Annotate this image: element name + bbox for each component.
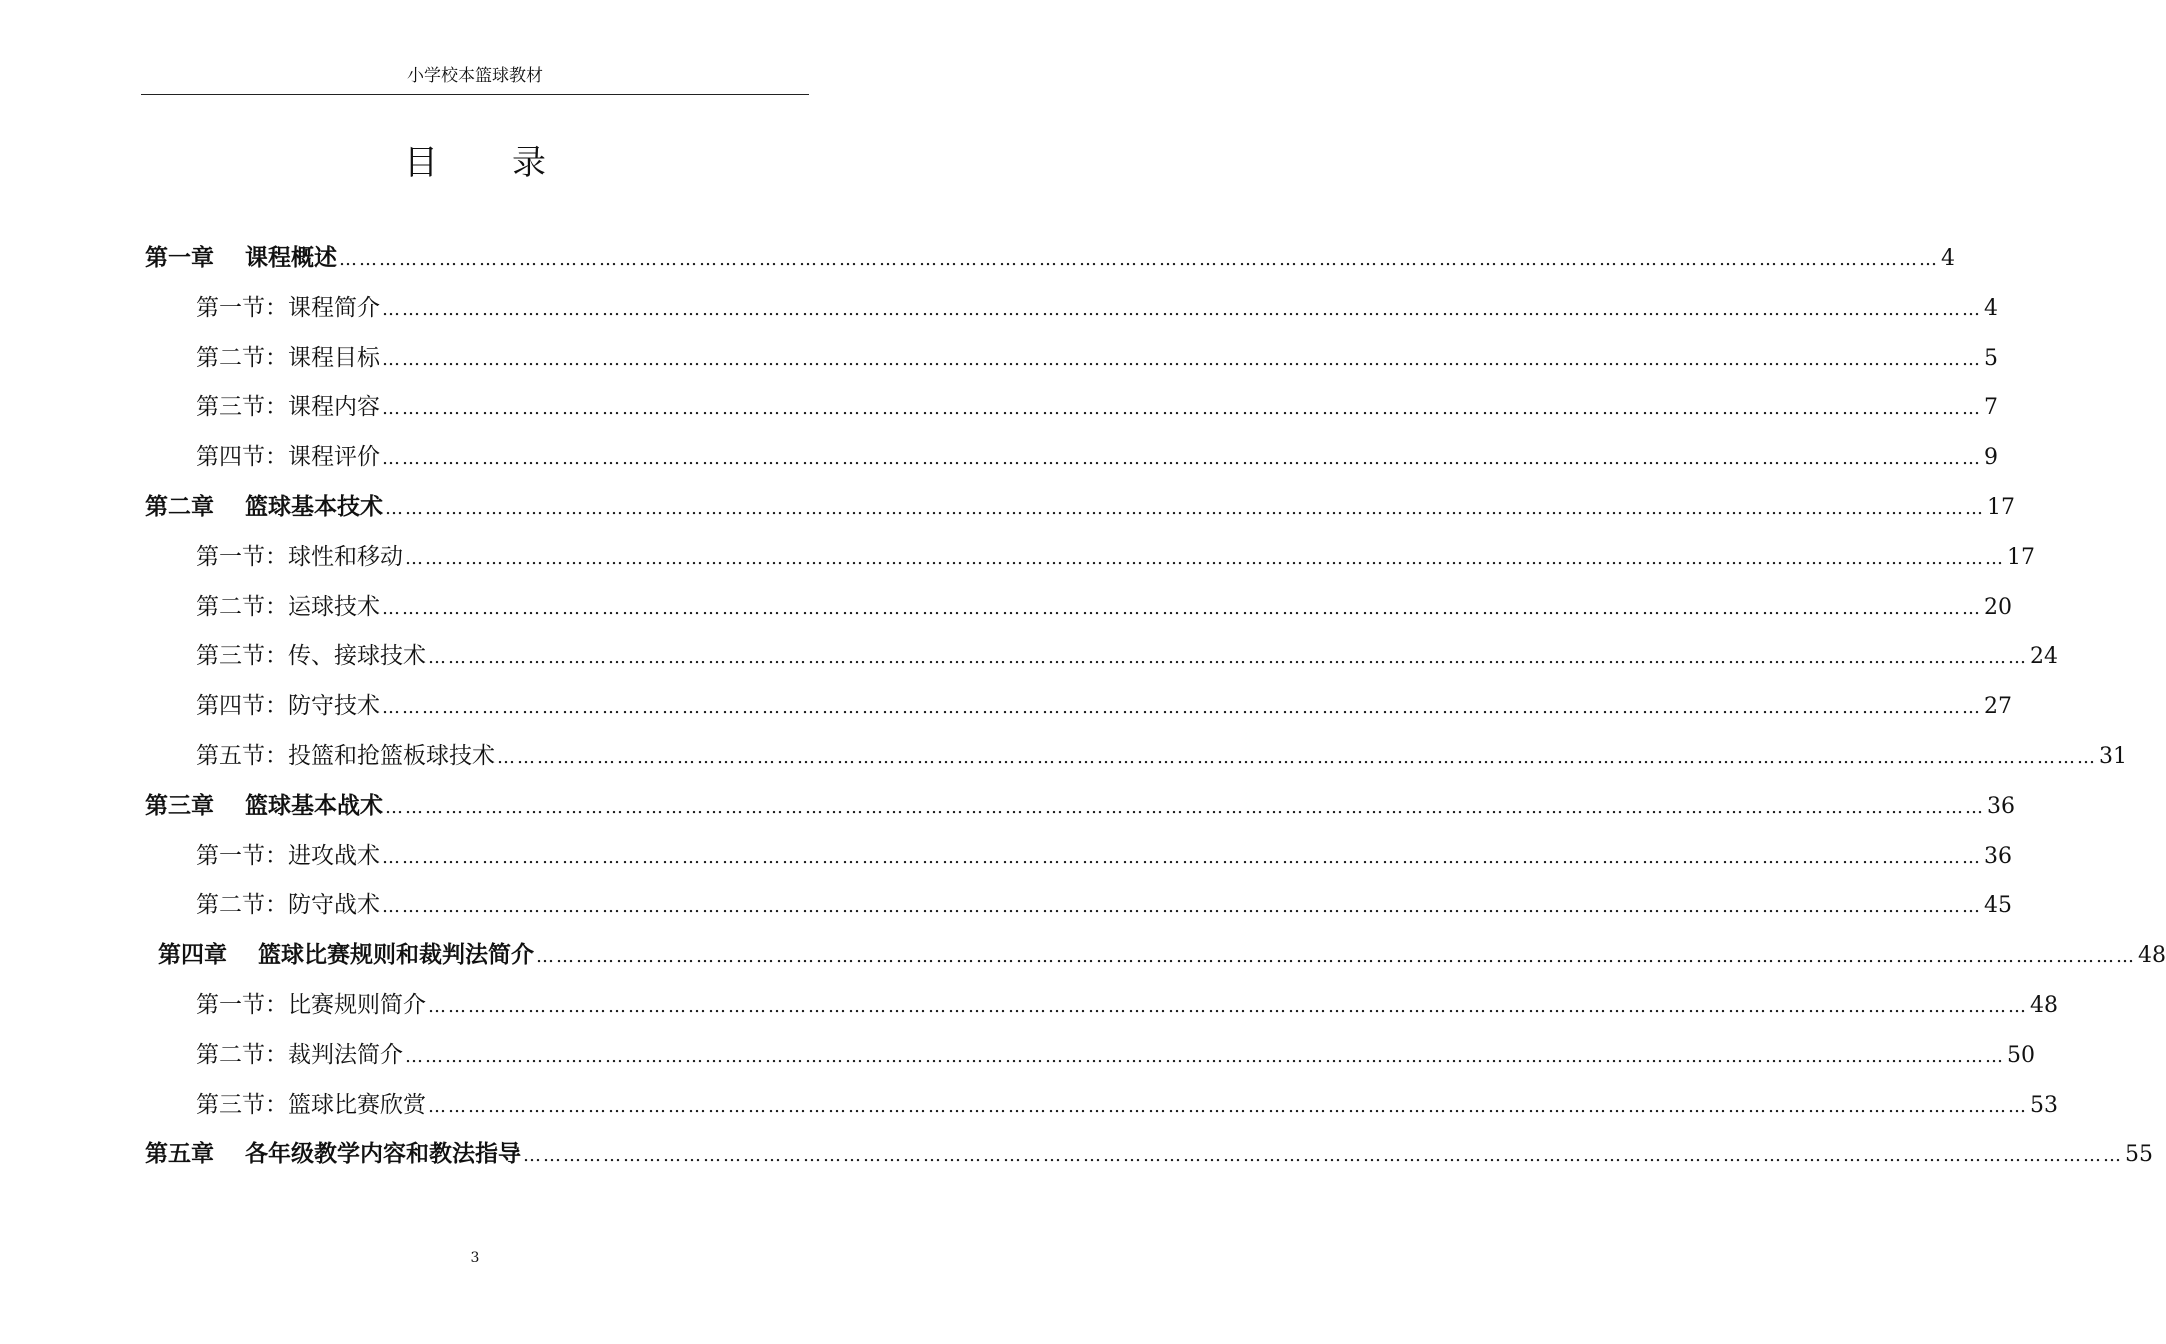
dot-leader: …………………………………………………………………………………………………………………………………………………………………………………………………………………… <box>382 348 1982 370</box>
toc-entry-page: 36 <box>1984 843 2012 869</box>
toc-entry-page: 5 <box>1984 345 1998 371</box>
toc-entry-label: 第二节：运球技术 <box>196 593 380 620</box>
toc-entry-page: 53 <box>2030 1092 2058 1118</box>
running-header-text: 小学校本篮球教材 <box>407 66 543 86</box>
toc-entry-page: 31 <box>2099 744 2127 769</box>
toc-entry-label: 第五节：投篮和抢篮板球技术 <box>196 743 495 769</box>
dot-leader: …………………………………………………………………………………………………………………………………………………………………………………………………………………… <box>405 1045 2005 1067</box>
toc-entry-label: 第五章 各年级教学内容和教法指导 <box>145 1141 522 1168</box>
dot-leader: …………………………………………………………………………………………………………………………………………………………………………………………………………………… <box>385 796 1986 818</box>
toc-entry-label: 第一节：课程简介 <box>196 294 380 321</box>
toc-section-entry[interactable] <box>196 636 2058 676</box>
toc-chapter-entry[interactable] <box>145 1134 2154 1174</box>
toc-section-entry[interactable] <box>196 288 1998 328</box>
toc-entry-label: 第二节：裁判法简介 <box>196 1041 403 1068</box>
toc-entry-label: 第四章 篮球比赛规则和裁判法简介 <box>158 942 535 969</box>
toc-entry-page: 20 <box>1984 594 2012 620</box>
toc-section-entry[interactable] <box>196 1035 2035 1075</box>
toc-entry-label: 第三节：传、接球技术 <box>196 643 426 670</box>
toc-entry-page: 4 <box>1941 246 1956 271</box>
toc-entry-label: 第二节：课程目标 <box>196 344 380 371</box>
toc-entry-label: 第三节：篮球比赛欣赏 <box>196 1091 426 1118</box>
dot-leader: …………………………………………………………………………………………………………………………………………………………………………………………………………………… <box>382 896 1982 918</box>
dot-leader: …………………………………………………………………………………………………………………………………………………………………………………………………………………… <box>382 298 1982 320</box>
toc-entry-page: 27 <box>1984 694 2012 720</box>
toc-chapter-entry[interactable] <box>145 786 2016 826</box>
dot-leader: …………………………………………………………………………………………………………………………………………………………………………………………………………………… <box>428 1095 2028 1117</box>
toc-entry-page: 48 <box>2030 993 2058 1018</box>
toc-section-entry[interactable] <box>196 686 2012 726</box>
toc-chapter-entry[interactable] <box>145 487 2016 527</box>
toc-entry-page: 7 <box>1984 395 1998 421</box>
toc-entry-page: 4 <box>1984 295 1998 321</box>
toc-entry-label: 第三章 篮球基本战术 <box>145 792 384 819</box>
toc-section-entry[interactable] <box>196 836 2012 876</box>
toc-entry-label: 第一节：比赛规则简介 <box>196 992 426 1018</box>
toc-entry-label: 第二节：防守战术 <box>196 892 380 919</box>
page-title <box>0 138 950 188</box>
dot-leader: …………………………………………………………………………………………………………………………………………………………………………………………………………………… <box>382 846 1982 868</box>
toc-section-entry[interactable] <box>196 1085 2058 1125</box>
toc-section-entry[interactable] <box>196 537 2035 577</box>
toc-section-entry[interactable] <box>196 985 2058 1025</box>
page-number: 3 <box>470 1250 480 1266</box>
title-char-1: 目 <box>404 143 438 183</box>
toc-entry-page: 50 <box>2007 1042 2035 1068</box>
toc-entry-label: 第一节：进攻战术 <box>196 842 380 869</box>
dot-leader: …………………………………………………………………………………………………………………………………………………………………………………………………………………… <box>385 498 1986 519</box>
toc-entry-page: 45 <box>1984 893 2012 919</box>
toc-entry-label: 第三节：课程内容 <box>196 394 380 421</box>
dot-leader: …………………………………………………………………………………………………………………………………………………………………………………………………………………… <box>339 249 1940 270</box>
toc-section-entry[interactable] <box>196 338 1998 378</box>
dot-leader: …………………………………………………………………………………………………………………………………………………………………………………………………………………… <box>497 747 2097 768</box>
dot-leader: …………………………………………………………………………………………………………………………………………………………………………………………………………………… <box>405 547 2005 569</box>
dot-leader: …………………………………………………………………………………………………………………………………………………………………………………………………………………… <box>536 946 2137 968</box>
toc-entry-page: 17 <box>2007 544 2035 570</box>
toc-section-entry[interactable] <box>196 387 1998 427</box>
toc-entry-page: 48 <box>2138 943 2166 969</box>
toc-entry-label: 第二章 篮球基本技术 <box>145 494 384 520</box>
dot-leader: …………………………………………………………………………………………………………………………………………………………………………………………………………………… <box>523 1145 2124 1167</box>
toc-entry-label: 第一节：球性和移动 <box>196 543 403 570</box>
toc-chapter-entry[interactable] <box>158 935 2166 975</box>
toc-entry-page: 36 <box>1987 793 2016 819</box>
toc-entry-page: 9 <box>1984 445 1998 471</box>
toc-section-entry[interactable] <box>196 437 1998 477</box>
toc-section-entry[interactable] <box>196 885 2012 925</box>
toc-section-entry[interactable] <box>196 587 2012 627</box>
dot-leader: …………………………………………………………………………………………………………………………………………………………………………………………………………………… <box>428 647 2028 669</box>
dot-leader: …………………………………………………………………………………………………………………………………………………………………………………………………………………… <box>428 996 2028 1017</box>
running-header <box>141 66 809 95</box>
toc-chapter-entry[interactable] <box>145 238 1956 278</box>
dot-leader: …………………………………………………………………………………………………………………………………………………………………………………………………………………… <box>382 448 1982 470</box>
toc-entry-page: 55 <box>2125 1142 2154 1168</box>
dot-leader: …………………………………………………………………………………………………………………………………………………………………………………………………………………… <box>382 697 1982 719</box>
dot-leader: …………………………………………………………………………………………………………………………………………………………………………………………………………………… <box>382 398 1982 420</box>
toc-entry-label: 第一章 课程概述 <box>145 245 338 271</box>
toc-entry-page: 24 <box>2030 644 2058 670</box>
toc-entry-page: 17 <box>1987 495 2016 520</box>
toc-entry-label: 第四节：课程评价 <box>196 444 380 471</box>
title-char-2: 录 <box>512 143 546 183</box>
toc-entry-label: 第四节：防守技术 <box>196 693 380 720</box>
toc-section-entry[interactable] <box>196 736 2127 776</box>
dot-leader: …………………………………………………………………………………………………………………………………………………………………………………………………………………… <box>382 597 1982 619</box>
